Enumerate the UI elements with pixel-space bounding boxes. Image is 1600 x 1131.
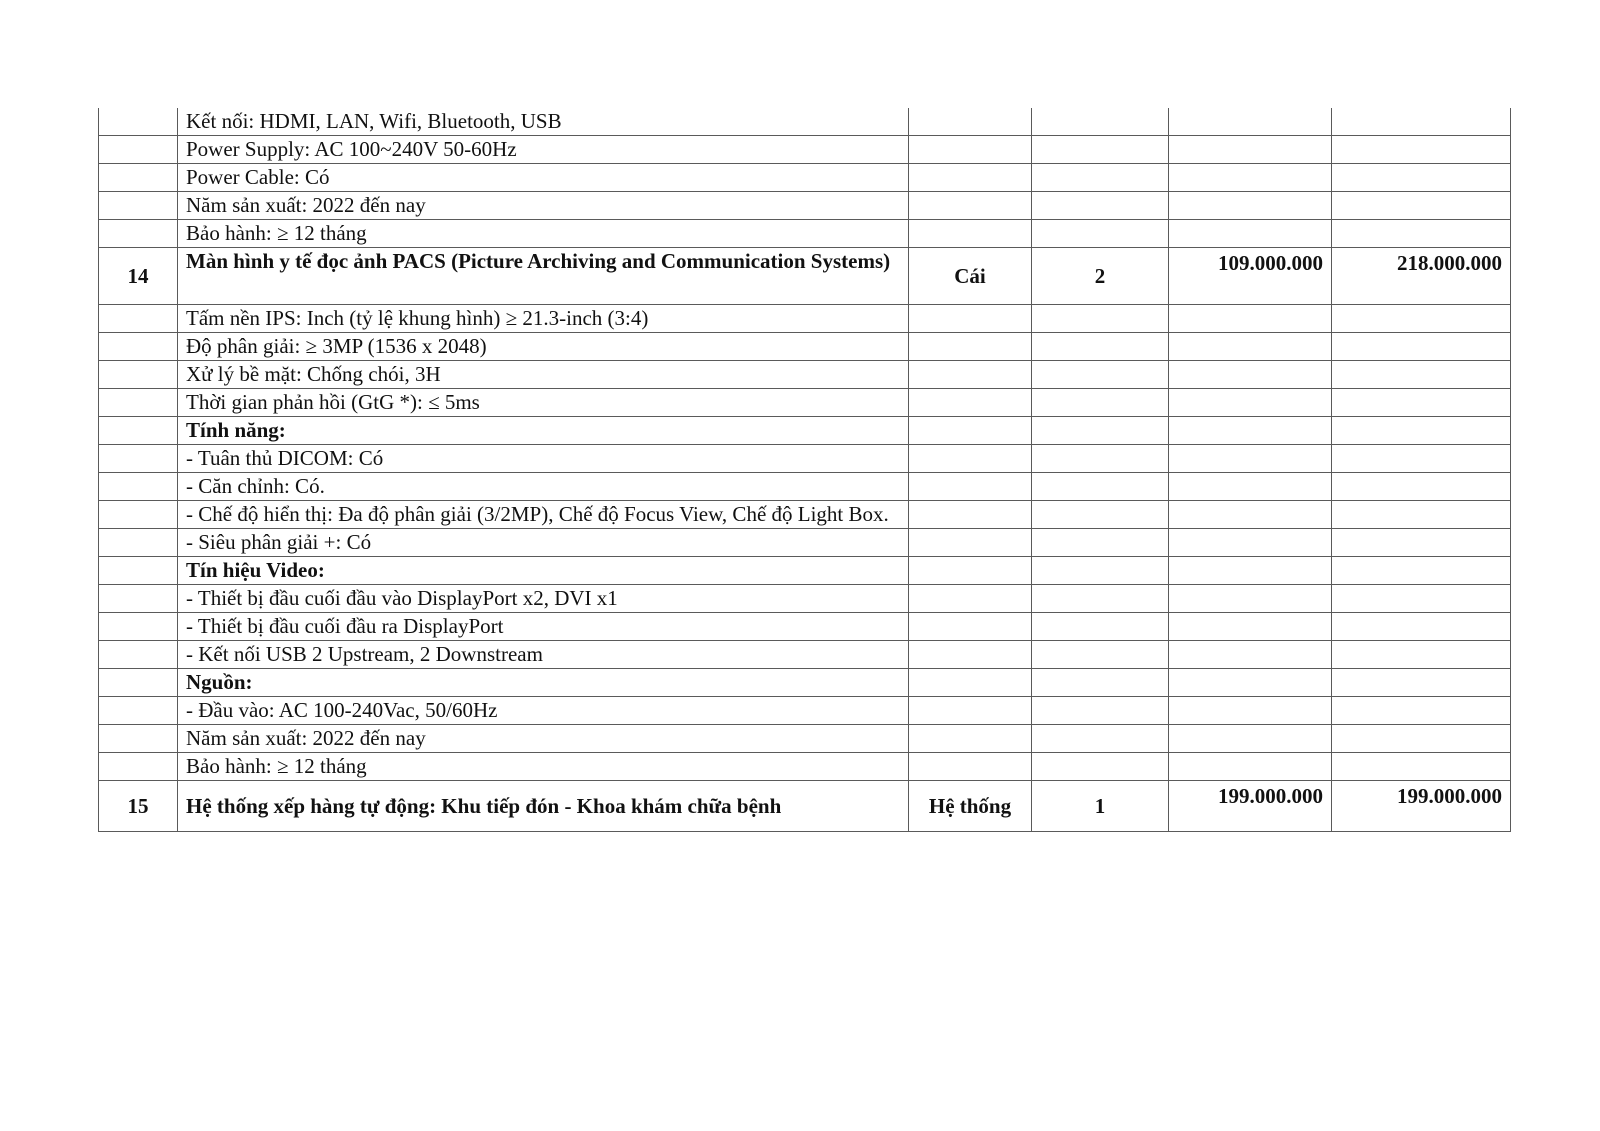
- item-number-cell: [99, 669, 178, 697]
- spec-line-row: [99, 220, 1511, 248]
- unit-price-cell: [1169, 753, 1332, 781]
- description-cell: Xử lý bề mặt: Chống chói, 3H: [178, 361, 909, 389]
- unit-price-cell: [1169, 697, 1332, 725]
- description-cell: - Tuân thủ DICOM: Có: [178, 445, 909, 473]
- unit-cell: [909, 220, 1032, 248]
- unit-price-cell: [1169, 333, 1332, 361]
- item-number-cell: [99, 753, 178, 781]
- description-cell: - Chế độ hiển thị: Đa độ phân giải (3/2MP), Chế độ Focus View, Chế độ Light Box.: [178, 501, 909, 529]
- item-number-cell: [99, 389, 178, 417]
- spec-line-row: [99, 753, 1511, 781]
- item-row: [99, 781, 1511, 832]
- description-cell: - Thiết bị đầu cuối đầu vào DisplayPort x2, DVI x1: [178, 585, 909, 613]
- unit-price-cell: [1169, 557, 1332, 585]
- item-number-cell: [99, 473, 178, 501]
- item-number-cell: 14: [99, 248, 178, 305]
- description-cell: - Đầu vào: AC 100-240Vac, 50/60Hz: [178, 697, 909, 725]
- unit-price-cell: [1169, 641, 1332, 669]
- description-cell: Nguồn:: [178, 669, 909, 697]
- total-price-cell: [1332, 669, 1511, 697]
- item-number-cell: [99, 220, 178, 248]
- spec-line-row: [99, 641, 1511, 669]
- total-price-cell: [1332, 305, 1511, 333]
- quantity-cell: [1032, 529, 1169, 557]
- description-cell: Tính năng:: [178, 417, 909, 445]
- total-price-cell: [1332, 557, 1511, 585]
- quantity-cell: [1032, 501, 1169, 529]
- unit-cell: [909, 613, 1032, 641]
- unit-cell: [909, 389, 1032, 417]
- total-price-cell: [1332, 361, 1511, 389]
- total-price-cell: [1332, 585, 1511, 613]
- quantity-cell: [1032, 641, 1169, 669]
- quantity-cell: 1: [1032, 781, 1169, 832]
- total-price-cell: [1332, 108, 1511, 136]
- description-cell: - Siêu phân giải +: Có: [178, 529, 909, 557]
- unit-price-cell: [1169, 725, 1332, 753]
- quantity-cell: [1032, 220, 1169, 248]
- quantity-cell: [1032, 361, 1169, 389]
- quantity-cell: [1032, 585, 1169, 613]
- item-number-cell: 15: [99, 781, 178, 832]
- total-price-cell: [1332, 333, 1511, 361]
- unit-cell: [909, 136, 1032, 164]
- unit-price-cell: [1169, 192, 1332, 220]
- description-cell: - Thiết bị đầu cuối đầu ra DisplayPort: [178, 613, 909, 641]
- item-number-cell: [99, 501, 178, 529]
- spec-line-row: [99, 333, 1511, 361]
- unit-price-cell: [1169, 501, 1332, 529]
- quantity-cell: [1032, 557, 1169, 585]
- description-cell: Hệ thống xếp hàng tự động: Khu tiếp đón - Khoa khám chữa bệnh: [178, 781, 909, 832]
- unit-price-cell: [1169, 136, 1332, 164]
- spec-line-row: [99, 613, 1511, 641]
- unit-cell: [909, 108, 1032, 136]
- spec-line-row: [99, 164, 1511, 192]
- unit-cell: [909, 361, 1032, 389]
- unit-price-cell: [1169, 164, 1332, 192]
- quantity-cell: [1032, 473, 1169, 501]
- spec-line-row: [99, 585, 1511, 613]
- total-price-cell: [1332, 417, 1511, 445]
- description-cell: Độ phân giải: ≥ 3MP (1536 x 2048): [178, 333, 909, 361]
- description-cell: Power Cable: Có: [178, 164, 909, 192]
- spec-line-row: [99, 445, 1511, 473]
- item-number-cell: [99, 361, 178, 389]
- total-price-cell: [1332, 389, 1511, 417]
- spec-line-row: [99, 697, 1511, 725]
- quantity-cell: [1032, 333, 1169, 361]
- description-cell: Power Supply: AC 100~240V 50-60Hz: [178, 136, 909, 164]
- spec-heading-row: [99, 557, 1511, 585]
- total-price-cell: [1332, 613, 1511, 641]
- spec-line-row: [99, 389, 1511, 417]
- unit-price-cell: [1169, 669, 1332, 697]
- unit-cell: Cái: [909, 248, 1032, 305]
- unit-price-cell: [1169, 417, 1332, 445]
- unit-cell: [909, 641, 1032, 669]
- unit-cell: [909, 501, 1032, 529]
- total-price-cell: [1332, 501, 1511, 529]
- quantity-cell: [1032, 613, 1169, 641]
- quantity-cell: [1032, 305, 1169, 333]
- item-number-cell: [99, 192, 178, 220]
- item-number-cell: [99, 585, 178, 613]
- total-price-cell: [1332, 473, 1511, 501]
- spec-line-row: [99, 361, 1511, 389]
- unit-cell: [909, 557, 1032, 585]
- description-cell: Thời gian phản hồi (GtG *): ≤ 5ms: [178, 389, 909, 417]
- unit-cell: [909, 473, 1032, 501]
- item-row: [99, 248, 1511, 305]
- total-price-cell: [1332, 725, 1511, 753]
- unit-cell: [909, 697, 1032, 725]
- unit-price-cell: [1169, 305, 1332, 333]
- spec-line-row: [99, 108, 1511, 136]
- spec-line-row: [99, 501, 1511, 529]
- unit-price-cell: [1169, 220, 1332, 248]
- unit-price-cell: [1169, 361, 1332, 389]
- spec-table-body: [99, 108, 1511, 832]
- quantity-cell: [1032, 669, 1169, 697]
- item-number-cell: [99, 641, 178, 669]
- unit-cell: Hệ thống: [909, 781, 1032, 832]
- spec-heading-row: [99, 417, 1511, 445]
- spec-line-row: [99, 473, 1511, 501]
- item-number-cell: [99, 333, 178, 361]
- item-number-cell: [99, 557, 178, 585]
- item-number-cell: [99, 725, 178, 753]
- description-cell: - Kết nối USB 2 Upstream, 2 Downstream: [178, 641, 909, 669]
- item-number-cell: [99, 305, 178, 333]
- description-cell: Năm sản xuất: 2022 đến nay: [178, 192, 909, 220]
- quantity-cell: [1032, 697, 1169, 725]
- unit-cell: [909, 669, 1032, 697]
- description-cell: Tín hiệu Video:: [178, 557, 909, 585]
- item-number-cell: [99, 136, 178, 164]
- unit-cell: [909, 585, 1032, 613]
- total-price-cell: [1332, 753, 1511, 781]
- item-number-cell: [99, 613, 178, 641]
- unit-cell: [909, 333, 1032, 361]
- description-cell: Năm sản xuất: 2022 đến nay: [178, 725, 909, 753]
- unit-cell: [909, 192, 1032, 220]
- item-number-cell: [99, 697, 178, 725]
- description-cell: Tấm nền IPS: Inch (tỷ lệ khung hình) ≥ 21.3-inch (3:4): [178, 305, 909, 333]
- quantity-cell: [1032, 192, 1169, 220]
- item-number-cell: [99, 445, 178, 473]
- unit-price-cell: [1169, 108, 1332, 136]
- description-cell: Màn hình y tế đọc ảnh PACS (Picture Archiving and Communication Systems): [178, 248, 909, 305]
- spec-line-row: [99, 529, 1511, 557]
- description-cell: Bảo hành: ≥ 12 tháng: [178, 220, 909, 248]
- total-price-cell: [1332, 220, 1511, 248]
- total-price-cell: [1332, 136, 1511, 164]
- unit-cell: [909, 529, 1032, 557]
- unit-price-cell: [1169, 529, 1332, 557]
- unit-price-cell: 109.000.000: [1169, 248, 1332, 305]
- quantity-cell: [1032, 445, 1169, 473]
- spec-heading-row: [99, 669, 1511, 697]
- total-price-cell: 218.000.000: [1332, 248, 1511, 305]
- unit-cell: [909, 417, 1032, 445]
- quantity-cell: 2: [1032, 248, 1169, 305]
- quantity-cell: [1032, 389, 1169, 417]
- quantity-cell: [1032, 164, 1169, 192]
- spec-line-row: [99, 305, 1511, 333]
- quantity-cell: [1032, 136, 1169, 164]
- equipment-spec-table: [98, 108, 1511, 832]
- description-cell: Kết nối: HDMI, LAN, Wifi, Bluetooth, USB: [178, 108, 909, 136]
- unit-cell: [909, 305, 1032, 333]
- total-price-cell: [1332, 529, 1511, 557]
- spec-line-row: [99, 192, 1511, 220]
- unit-price-cell: [1169, 613, 1332, 641]
- spec-line-row: [99, 136, 1511, 164]
- unit-cell: [909, 164, 1032, 192]
- description-cell: - Căn chỉnh: Có.: [178, 473, 909, 501]
- quantity-cell: [1032, 417, 1169, 445]
- total-price-cell: [1332, 641, 1511, 669]
- total-price-cell: [1332, 445, 1511, 473]
- unit-price-cell: 199.000.000: [1169, 781, 1332, 832]
- unit-price-cell: [1169, 585, 1332, 613]
- item-number-cell: [99, 108, 178, 136]
- unit-price-cell: [1169, 389, 1332, 417]
- item-number-cell: [99, 417, 178, 445]
- unit-cell: [909, 445, 1032, 473]
- unit-price-cell: [1169, 473, 1332, 501]
- unit-cell: [909, 753, 1032, 781]
- quantity-cell: [1032, 753, 1169, 781]
- total-price-cell: [1332, 697, 1511, 725]
- spec-line-row: [99, 725, 1511, 753]
- unit-price-cell: [1169, 445, 1332, 473]
- total-price-cell: [1332, 164, 1511, 192]
- item-number-cell: [99, 164, 178, 192]
- quantity-cell: [1032, 108, 1169, 136]
- unit-cell: [909, 725, 1032, 753]
- total-price-cell: 199.000.000: [1332, 781, 1511, 832]
- item-number-cell: [99, 529, 178, 557]
- total-price-cell: [1332, 192, 1511, 220]
- quantity-cell: [1032, 725, 1169, 753]
- description-cell: Bảo hành: ≥ 12 tháng: [178, 753, 909, 781]
